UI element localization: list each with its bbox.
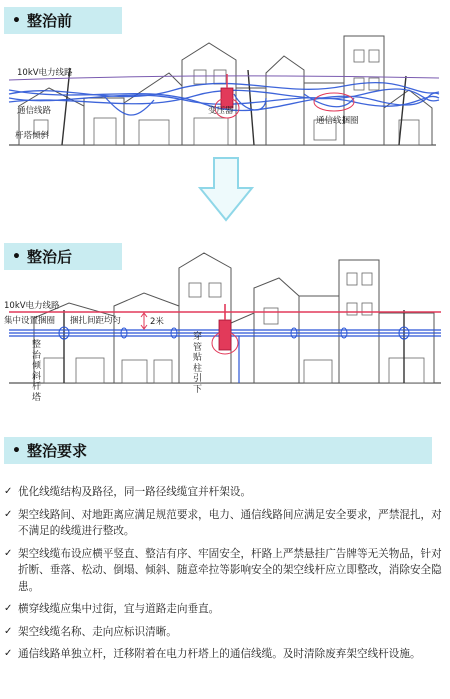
check-icon: ✓ [4,625,13,637]
after-central-bundle-label: 集中设置捆圈 [4,316,56,326]
check-icon: ✓ [4,486,13,497]
before-bundle-label: 通信线捆圈 [316,116,359,126]
after-through-pipe-label: 穿管贴柱引下 [193,332,203,395]
requirement-item: ✓ 通信线路单独立杆，迁移附着在电力杆塔上的通信线缆。及时清除废弃架空线杆设施。 [4,646,444,663]
before-comm-line-label: 通信线路 [17,106,52,116]
before-pole-tilt-label: 杆塔倾斜 [15,131,50,141]
after-power-line-label: 10kV电力线路 [4,301,60,311]
bullet-dot: • [12,442,21,459]
after-even-spacing-label: 捆扎间距均匀 [70,316,122,326]
before-transformer-label: 变压器 [208,106,234,116]
requirements-list [4,484,444,669]
after-title: 整治后 [26,248,72,266]
down-arrow [196,156,256,224]
check-icon: ✓ [4,603,13,614]
check-icon: ✓ [4,648,13,659]
before-illustration [4,28,444,158]
requirements-title: 整治要求 [26,442,87,460]
check-icon: ✓ [4,508,13,520]
requirement-item: ✓ 架空线路间、对地距离应满足规范要求，电力、通信线路间应满足安全要求，严禁混扎，对不满足的线缆进行整改。 [4,508,442,537]
requirement-item: ✓ 架空线缆布设应横平竖直、整洁有序、牢固安全，杆路上严禁悬挂广告牌等无关物品，针对折断、垂落、松动、倒塌、倾斜、随意牵拉等影响安全的架空线杆应立即整改，消除安全隐患。 [4,547,442,593]
requirement-item: ✓ 优化线缆结构及路径，同一路径线缆宜并杆架设。 [4,484,444,501]
requirement-item: ✓ 架空线缆名称、走向应标识清晰。 [4,624,444,641]
bullet-dot: • [12,248,21,265]
requirements-section-header [4,437,432,464]
after-illustration [4,248,444,408]
bullet-dot: • [12,12,21,29]
before-title: 整治前 [26,12,72,30]
requirement-item: ✓ 横穿线缆应集中过街，宜与道路走向垂直。 [4,601,444,618]
check-icon: ✓ [4,547,13,559]
after-tilt-pole-label: 整治倾斜杆塔 [32,340,42,403]
after-two-meter-label: 2米 [150,317,164,327]
before-power-line-label: 10kV电力线路 [17,68,73,78]
